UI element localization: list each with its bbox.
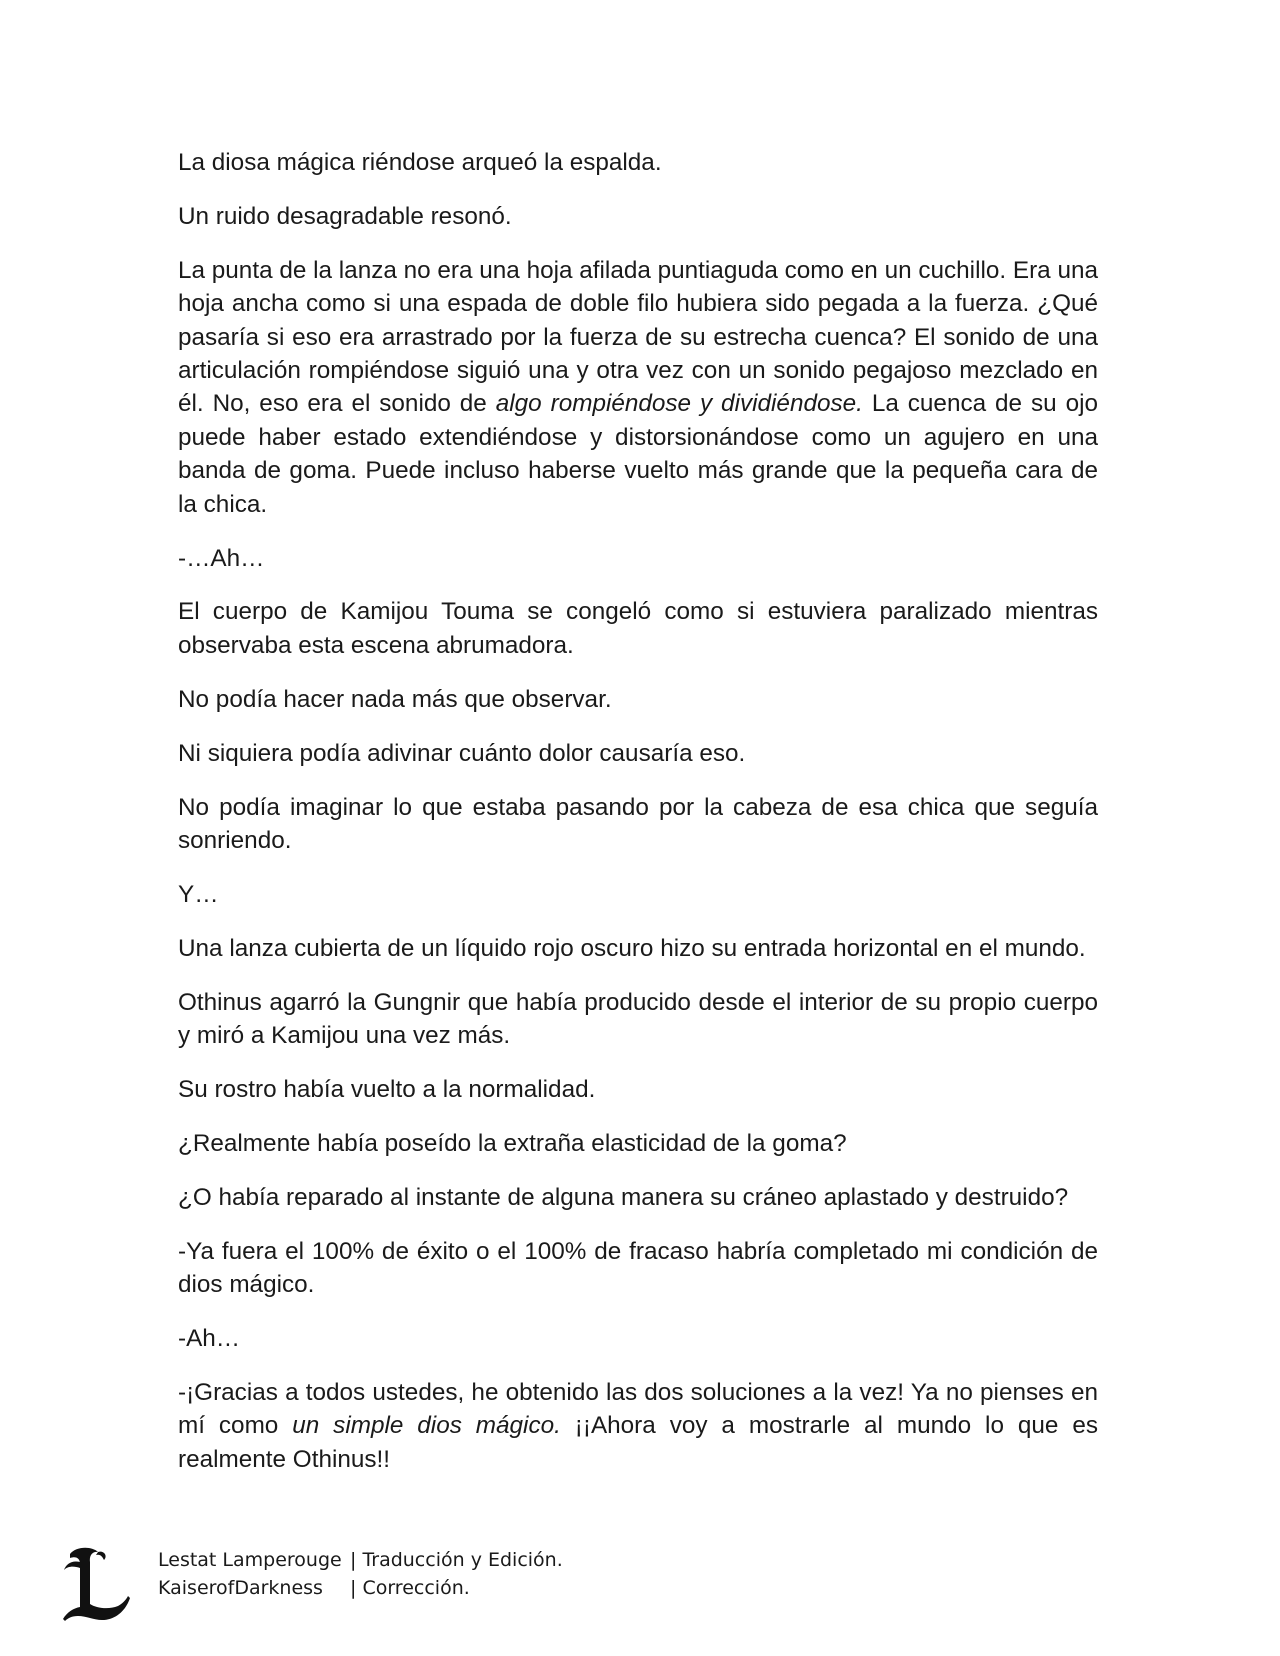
text-run: -Ya fuera el 100% de éxito o el 100% de fracaso habría completado mi condición de dios mágico. — [178, 1237, 1098, 1299]
text-run: Su rostro había vuelto a la normalidad. — [178, 1076, 596, 1104]
text-run: La diosa mágica riéndose arqueó la espalda. — [178, 149, 662, 176]
body-paragraph — [178, 254, 1098, 521]
text-run: -¡Gracias a todos ustedes, he obtenido las dos soluciones a la vez! Ya no pienses en mí como — [178, 1378, 1098, 1440]
text-run: Y… — [178, 880, 219, 908]
text-run: La punta de la lanza no era una hoja afilada puntiaguda como en un cuchillo. Era una hoja ancha como si una espada de doble filo hubiera sido pegada a la fuerza. ¿Qué pasaría si eso era arrastrado por la fuerza de su estrecha cuenca? El sonido de una articulación rompiéndose siguió una y otra vez con un sonido pegajoso mezclado en él. No, eso era el sonido de — [178, 256, 1098, 418]
body-paragraph — [178, 595, 1098, 662]
credit-role: | Traducción y Edición. — [350, 1549, 563, 1571]
text-run: -Ah… — [178, 1325, 241, 1353]
italic-text-run: un simple dios mágico. — [292, 1412, 561, 1440]
credit-role: | Corrección. — [350, 1577, 470, 1599]
text-run: ¿Realmente había poseído la extraña elasticidad de la goma? — [178, 1129, 847, 1157]
gothic-letter-L-icon — [62, 1544, 132, 1624]
text-run: No podía hacer nada más que observar. — [178, 685, 612, 713]
credit-name: KaiserofDarkness — [158, 1577, 323, 1599]
body-paragraph — [178, 200, 1098, 233]
text-run: Una lanza cubierta de un líquido rojo oscuro hizo su entrada horizontal en el mundo. — [178, 934, 1086, 962]
text-run: Un ruido desagradable resonó. — [178, 202, 512, 230]
credit-line — [158, 1546, 563, 1574]
body-paragraph — [178, 1322, 1098, 1355]
document-body — [178, 146, 1098, 1497]
body-paragraph — [178, 737, 1098, 770]
credit-name: Lestat Lamperouge — [158, 1549, 342, 1571]
text-run: La cuenca de su ojo puede haber estado extendiéndose y distorsionándose como un agujero en una banda de goma. Puede incluso haberse vuelto más grande que la pequeña cara de la chica. — [178, 390, 1098, 518]
body-paragraph — [178, 1235, 1098, 1302]
body-paragraph — [178, 542, 1098, 575]
body-paragraph — [178, 932, 1098, 965]
body-paragraph — [178, 878, 1098, 911]
body-paragraph — [178, 986, 1098, 1053]
text-run: El cuerpo de Kamijou Touma se congeló como si estuviera paralizado mientras observaba esta escena abrumadora. — [178, 598, 1098, 659]
text-run: ¡¡Ahora voy a mostrarle al mundo lo que es realmente Othinus!! — [178, 1412, 1098, 1473]
text-run: -…Ah… — [178, 544, 265, 572]
text-run: ¿O había reparado al instante de alguna manera su cráneo aplastado y destruido? — [178, 1183, 1069, 1211]
italic-text-run: algo rompiéndose y dividiéndose. — [495, 390, 863, 418]
body-paragraph — [178, 791, 1098, 858]
body-paragraph — [178, 1181, 1098, 1214]
body-paragraph — [178, 1073, 1098, 1106]
translation-credits — [158, 1546, 563, 1602]
text-run: Othinus agarró la Gungnir que había producido desde el interior de su propio cuerpo y miró a Kamijou una vez más. — [178, 988, 1098, 1050]
text-run: Ni siquiera podía adivinar cuánto dolor causaría eso. — [178, 739, 746, 767]
credit-line — [158, 1574, 563, 1602]
text-run: No podía imaginar lo que estaba pasando por la cabeza de esa chica que seguía sonriendo. — [178, 793, 1098, 854]
body-paragraph — [178, 1376, 1098, 1476]
body-paragraph — [178, 1127, 1098, 1160]
page-footer — [62, 1544, 662, 1634]
body-paragraph — [178, 683, 1098, 716]
body-paragraph — [178, 146, 1098, 179]
